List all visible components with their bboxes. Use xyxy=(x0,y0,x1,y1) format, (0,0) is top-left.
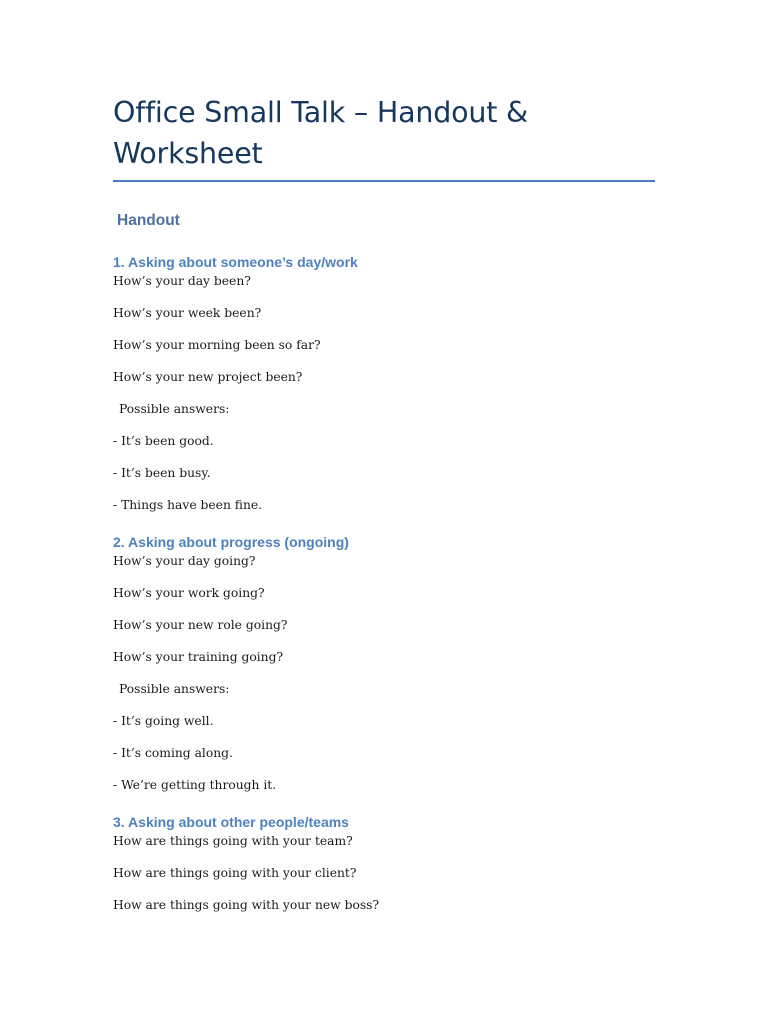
phrase-line: How’s your morning been so far? xyxy=(113,338,321,352)
phrase-line: How are things going with your team? xyxy=(113,834,353,848)
section-asking-about-day xyxy=(113,251,673,529)
phrase-line: How’s your week been? xyxy=(113,306,262,320)
answer-line: - It’s coming along. xyxy=(113,746,233,760)
answer-line: - We’re getting through it. xyxy=(113,778,277,792)
phrase-line: How’s your day going? xyxy=(113,554,256,568)
title-underline-rule xyxy=(113,180,655,182)
phrase-line: How’s your training going? xyxy=(113,650,284,664)
phrase-line: How’s your day been? xyxy=(113,274,251,288)
possible-answers-label: Possible answers: xyxy=(119,682,230,696)
document-title: Office Small Talk – Handout & Worksheet xyxy=(113,96,529,170)
phrase-line: How’s your new role going? xyxy=(113,618,288,632)
phrase-line: How’s your work going? xyxy=(113,586,265,600)
phrase-line: How are things going with your client? xyxy=(113,866,357,880)
section-heading: 1. Asking about someone’s day/work xyxy=(113,254,358,270)
section-asking-about-teams xyxy=(113,811,673,929)
section-heading: 3. Asking about other people/teams xyxy=(113,814,349,830)
section-asking-about-progress xyxy=(113,531,673,809)
section-heading: 2. Asking about progress (ongoing) xyxy=(113,534,349,550)
phrase-line: How’s your new project been? xyxy=(113,370,303,384)
possible-answers-label: Possible answers: xyxy=(119,402,230,416)
phrase-line: How are things going with your new boss? xyxy=(113,898,380,912)
answer-line: - Things have been fine. xyxy=(113,498,263,512)
answer-line: - It’s been good. xyxy=(113,434,214,448)
answer-line: - It’s going well. xyxy=(113,714,214,728)
answer-line: - It’s been busy. xyxy=(113,466,211,480)
handout-heading: Handout xyxy=(117,212,180,229)
